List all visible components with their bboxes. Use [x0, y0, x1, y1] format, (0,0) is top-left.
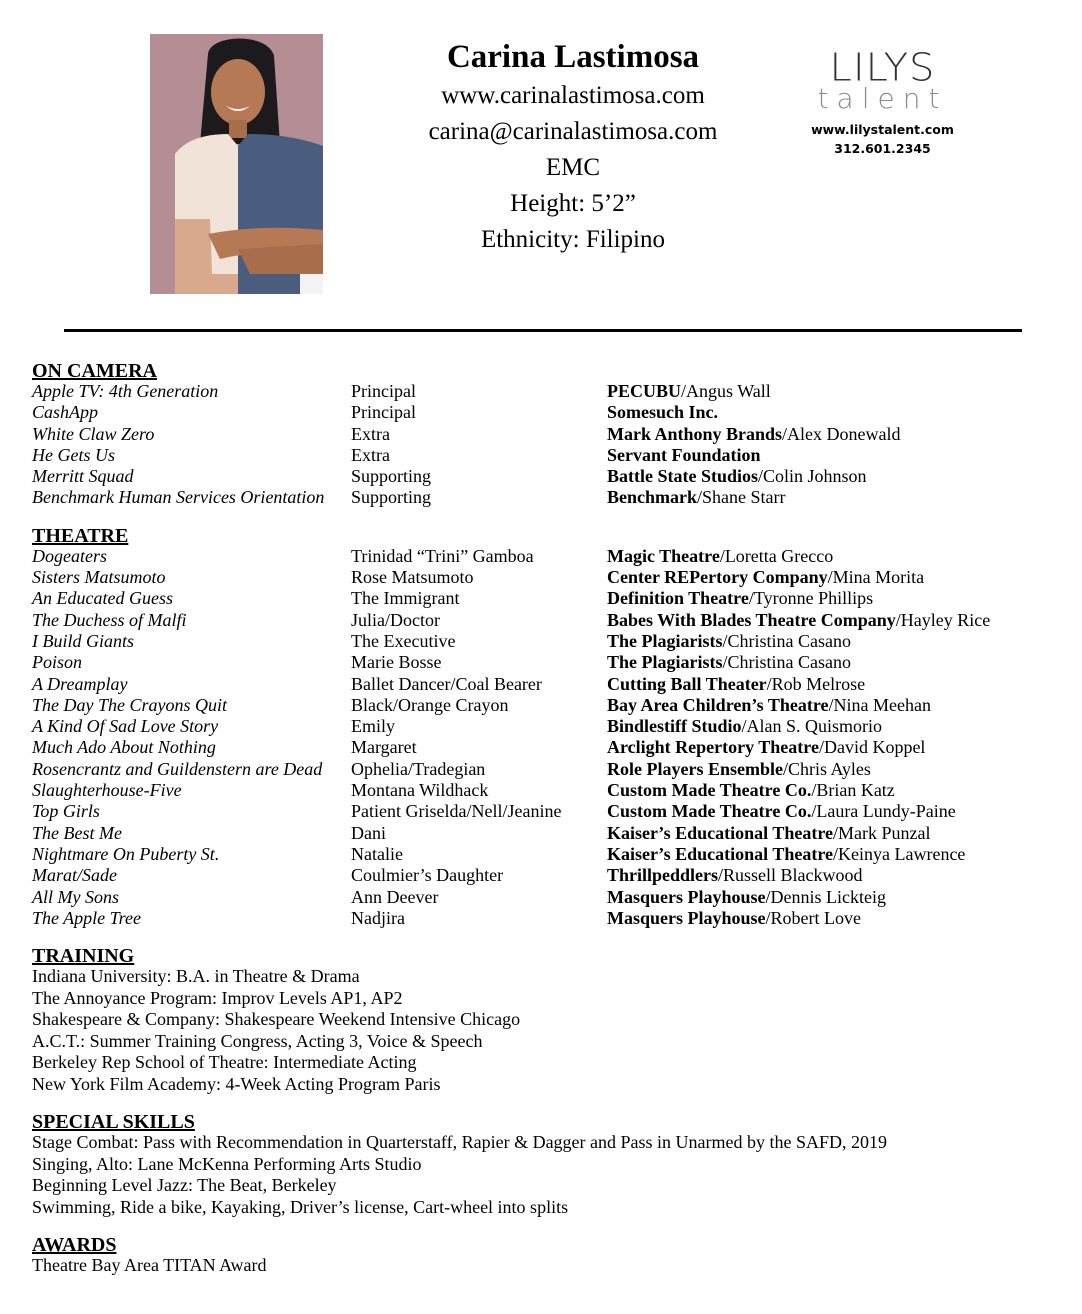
credit-row: [32, 780, 1052, 801]
project-title: Benchmark Human Services Orientation: [32, 487, 325, 508]
director: /Chris Ayles: [782, 758, 871, 779]
company: Kaiser’s Educational Theatre: [607, 843, 833, 864]
role: Nadjira: [351, 907, 405, 928]
director: /Mina Morita: [827, 567, 925, 588]
section-title-theatre: THEATRE: [32, 524, 129, 547]
director: /Shane Starr: [697, 487, 786, 508]
role: Rose Matsumoto: [351, 567, 474, 588]
director: /Rob Melrose: [766, 673, 866, 694]
project-title: Top Girls: [32, 801, 100, 822]
project-title: The Best Me: [32, 822, 122, 843]
section-title-special-skills: SPECIAL SKILLS: [32, 1111, 195, 1134]
credit-row: [32, 487, 1052, 508]
website-link[interactable]: www.carinalastimosa.com: [441, 82, 705, 109]
company: The Plagiarists: [607, 652, 723, 673]
skill-item: Swimming, Ride a bike, Kayaking, Driver’s license, Cart-wheel into splits: [32, 1196, 569, 1217]
role: Extra: [351, 423, 390, 444]
director: /Keinya Lawrence: [833, 843, 966, 864]
training-item: Shakespeare & Company: Shakespeare Weekend Intensive Chicago: [32, 1009, 521, 1030]
project-title: He Gets Us: [32, 444, 115, 465]
role: Black/Orange Crayon: [351, 694, 509, 715]
company: Battle State Studios: [607, 466, 759, 487]
director: /Christina Casano: [722, 652, 851, 673]
project-title: The Duchess of Malfi: [32, 609, 187, 630]
credit-row: [32, 652, 1052, 673]
award-item: Theatre Bay Area TITAN Award: [32, 1255, 267, 1276]
credit-row: [32, 737, 1052, 758]
director: /Alan S. Quismorio: [741, 716, 883, 737]
credit-row: [32, 674, 1052, 695]
union-status: EMC: [545, 154, 601, 181]
company: Servant Foundation: [607, 444, 761, 465]
actor-name: Carina Lastimosa: [446, 39, 700, 75]
ethnicity-info: Ethnicity: Filipino: [480, 226, 666, 253]
director: /Mark Punzal: [833, 822, 931, 843]
credit-row: [32, 695, 1052, 716]
training-item: Indiana University: B.A. in Theatre & Drama: [32, 966, 360, 987]
skill-item: Stage Combat: Pass with Recommendation in Quarterstaff, Rapier & Dagger and Pass in Unarmed by the SAFD, 2019: [32, 1132, 888, 1153]
project-title: Rosencrantz and Guildenstern are Dead: [32, 758, 323, 779]
company: Mark Anthony Brands: [607, 423, 783, 444]
project-title: I Build Giants: [32, 630, 134, 651]
credit-row: [32, 567, 1052, 588]
director: /Brian Katz: [811, 780, 895, 801]
role: The Executive: [351, 630, 456, 651]
director: /Laura Lundy-Paine: [811, 801, 956, 822]
company: Babes With Blades Theatre Company: [607, 609, 896, 630]
section-title-on-camera: ON CAMERA: [32, 360, 157, 382]
agency-logo-top: LILYS: [829, 46, 936, 90]
company: Benchmark: [607, 487, 697, 508]
contact-header: [400, 36, 746, 258]
skill-item: Beginning Level Jazz: The Beat, Berkeley: [32, 1175, 337, 1196]
company: Custom Made Theatre Co.: [607, 801, 812, 822]
agency-logo-bottom: talent: [817, 82, 948, 115]
credit-row: [32, 466, 1052, 487]
project-title: A Dreamplay: [32, 673, 128, 694]
role: Emily: [351, 716, 395, 737]
project-title: An Educated Guess: [32, 588, 173, 609]
company: Somesuch Inc.: [607, 402, 719, 423]
director: /David Koppel: [818, 737, 926, 758]
project-title: Slaughterhouse-Five: [32, 780, 182, 801]
director: /Dennis Lickteig: [765, 886, 886, 907]
training-item: The Annoyance Program: Improv Levels AP1, AP2: [32, 987, 403, 1008]
role: Principal: [351, 381, 416, 401]
company: PECUBU: [607, 381, 682, 401]
director: /Angus Wall: [681, 381, 771, 401]
director: /Hayley Rice: [895, 609, 991, 630]
role: Natalie: [351, 843, 403, 864]
credit-row: [32, 424, 1052, 445]
project-title: The Apple Tree: [32, 907, 141, 928]
credit-row: [32, 801, 1052, 822]
director: /Loretta Grecco: [719, 545, 834, 566]
section-title-training: TRAINING: [32, 945, 135, 968]
section-title-awards: AWARDS: [32, 1234, 117, 1257]
agency-phone: 312.601.2345: [834, 141, 931, 156]
role: Principal: [351, 402, 416, 423]
project-title: All My Sons: [32, 886, 119, 907]
training-item: Berkeley Rep School of Theatre: Intermediate Acting: [32, 1052, 417, 1073]
project-title: Merritt Squad: [32, 466, 134, 487]
role: Coulmier’s Daughter: [351, 865, 504, 886]
credit-row: [32, 610, 1052, 631]
height-info: Height: 5’2”: [510, 190, 636, 217]
project-title: Marat/Sade: [32, 865, 117, 886]
header-divider: [64, 329, 1022, 332]
director: /Russell Blackwood: [718, 865, 863, 886]
credit-row: [32, 887, 1052, 908]
headshot-illustration: [150, 34, 323, 294]
company: The Plagiarists: [607, 630, 723, 651]
role: Dani: [351, 822, 386, 843]
credit-row: [32, 402, 1052, 423]
project-title: Much Ado About Nothing: [32, 737, 216, 758]
credit-row: [32, 381, 1052, 402]
project-title: A Kind Of Sad Love Story: [32, 716, 219, 737]
role: Ann Deever: [351, 886, 439, 907]
company: Custom Made Theatre Co.: [607, 780, 812, 801]
project-title: Poison: [32, 652, 83, 673]
director: /Nina Meehan: [828, 694, 931, 715]
role: Marie Bosse: [351, 652, 442, 673]
company: Center REPertory Company: [607, 567, 828, 588]
training-item: A.C.T.: Summer Training Congress, Acting 3, Voice & Speech: [32, 1030, 483, 1051]
on-camera-credits: [32, 381, 1052, 509]
awards-list: [32, 1255, 1052, 1277]
credit-row: [32, 908, 1052, 929]
role: Julia/Doctor: [351, 609, 440, 630]
director: /Tyronne Phillips: [748, 588, 874, 609]
project-title: CashApp: [32, 402, 99, 423]
company: Role Players Ensemble: [607, 758, 783, 779]
director: /Alex Donewald: [782, 423, 901, 444]
role: Trinidad “Trini” Gamboa: [351, 545, 534, 566]
role: Patient Griselda/Nell/Jeanine: [351, 801, 562, 822]
training-item: New York Film Academy: 4-Week Acting Program Paris: [32, 1073, 441, 1094]
email-link[interactable]: carina@carinalastimosa.com: [428, 118, 718, 145]
company: Masquers Playhouse: [607, 907, 766, 928]
credit-row: [32, 631, 1052, 652]
project-title: Sisters Matsumoto: [32, 567, 166, 588]
agency-block: [800, 48, 965, 158]
role: Extra: [351, 444, 390, 465]
credit-row: [32, 445, 1052, 466]
role: Ophelia/Tradegian: [351, 758, 486, 779]
project-title: Nightmare On Puberty St.: [32, 843, 220, 864]
credit-row: [32, 865, 1052, 886]
credit-row: [32, 759, 1052, 780]
company: Thrillpeddlers: [607, 865, 719, 886]
theatre-credits: [32, 546, 1052, 929]
role: Margaret: [351, 737, 417, 758]
company: Masquers Playhouse: [607, 886, 766, 907]
project-title: White Claw Zero: [32, 423, 155, 444]
director: /Christina Casano: [722, 630, 851, 651]
role: Supporting: [351, 466, 432, 487]
director: /Colin Johnson: [758, 466, 867, 487]
agency-website-link[interactable]: www.lilystalent.com: [811, 122, 954, 137]
credit-row: [32, 546, 1052, 567]
company: Magic Theatre: [607, 545, 720, 566]
role: Ballet Dancer/Coal Bearer: [351, 673, 542, 694]
headshot-photo: [150, 34, 323, 294]
credit-row: [32, 823, 1052, 844]
company: Kaiser’s Educational Theatre: [607, 822, 833, 843]
credit-row: [32, 844, 1052, 865]
project-title: Apple TV: 4th Generation: [32, 381, 219, 401]
role: Montana Wildhack: [351, 780, 489, 801]
role: The Immigrant: [351, 588, 460, 609]
project-title: The Day The Crayons Quit: [32, 694, 227, 715]
company: Definition Theatre: [607, 588, 749, 609]
role: Supporting: [351, 487, 432, 508]
special-skills-list: [32, 1132, 1052, 1218]
director: /Robert Love: [765, 907, 861, 928]
credit-row: [32, 716, 1052, 737]
skill-item: Singing, Alto: Lane McKenna Performing Arts Studio: [32, 1153, 422, 1174]
credit-row: [32, 588, 1052, 609]
company: Arclight Repertory Theatre: [607, 737, 819, 758]
company: Bay Area Children’s Theatre: [607, 694, 829, 715]
training-list: [32, 966, 1052, 1095]
company: Bindlestiff Studio: [607, 716, 742, 737]
resume-body: [32, 359, 1052, 1292]
project-title: Dogeaters: [32, 545, 107, 566]
company: Cutting Ball Theater: [607, 673, 767, 694]
